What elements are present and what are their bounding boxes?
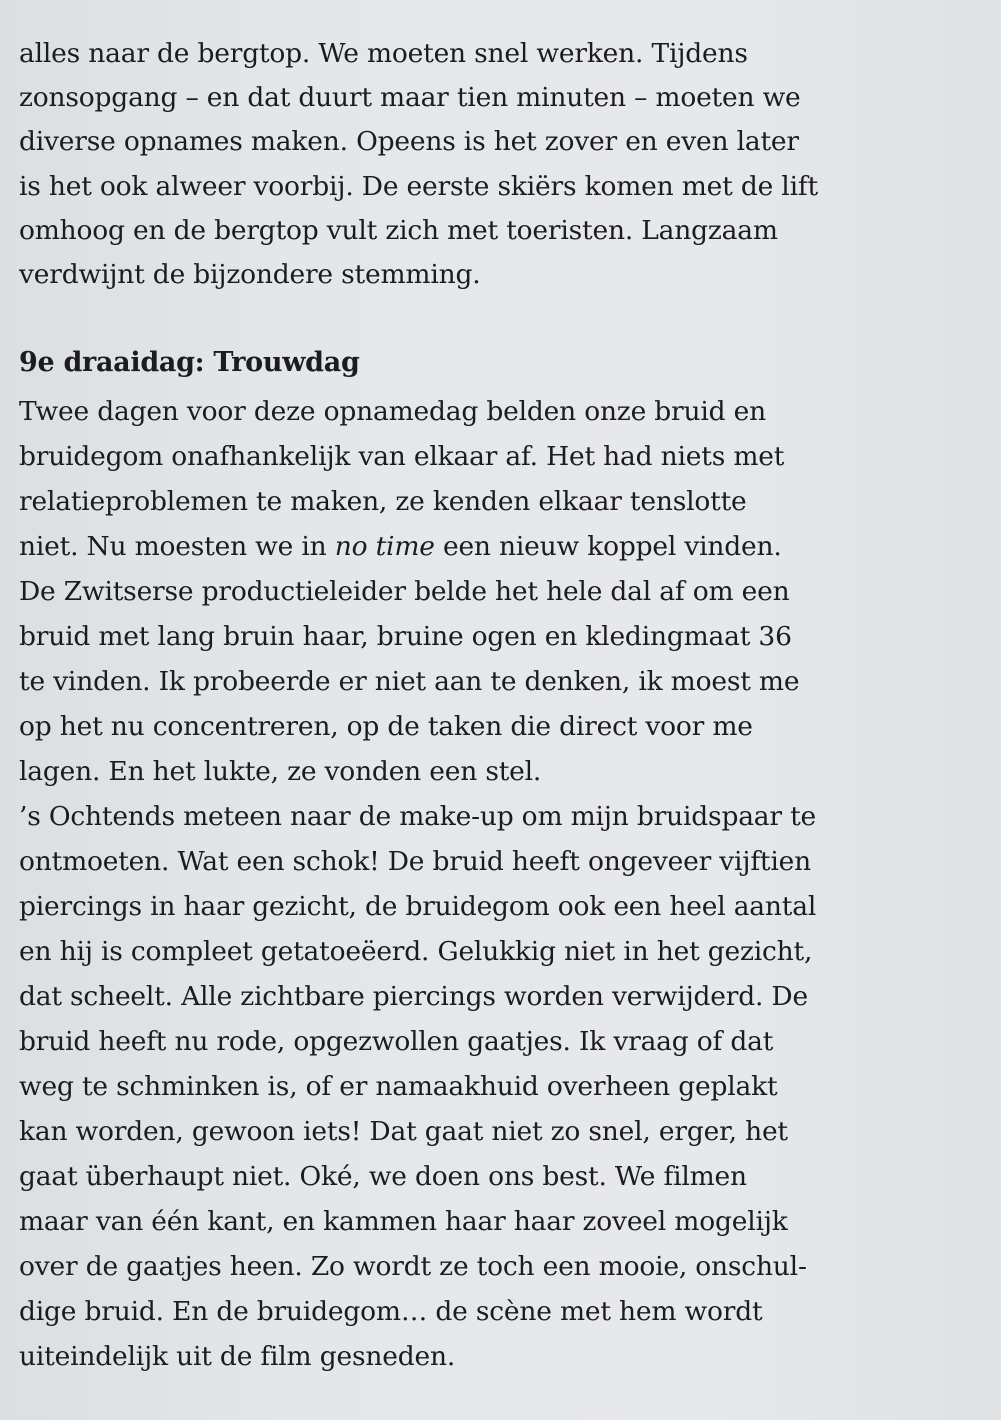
- text-line: ’s Ochtends meteen naar de make-up om mijn bruidspaar te: [19, 801, 817, 832]
- text-line: weg te schminken is, of er namaakhuid overheen geplakt: [19, 1071, 778, 1102]
- text-line: en hij is compleet getatoeëerd. Gelukkig niet in het gezicht,: [19, 936, 813, 967]
- text-segment: een nieuw koppel vinden.: [434, 531, 782, 562]
- text-line: De Zwitserse productieleider belde het hele dal af om een: [19, 576, 790, 607]
- text-line: lagen. En het lukte, ze vonden een stel.: [19, 756, 542, 787]
- text-line: zonsopgang – en dat duurt maar tien minuten – moeten we: [19, 82, 801, 113]
- text-line: diverse opnames maken. Opeens is het zover en even later: [19, 126, 799, 157]
- text-line: dat scheelt. Alle zichtbare piercings worden verwijderd. De: [19, 981, 808, 1012]
- text-line: dige bruid. En de bruidegom… de scène met hem wordt: [19, 1296, 763, 1327]
- text-line: relatieproblemen te maken, ze kenden elkaar tenslotte: [19, 486, 747, 517]
- text-line: bruid heeft nu rode, opgezwollen gaatjes. Ik vraag of dat: [19, 1026, 774, 1057]
- text-line: ontmoeten. Wat een schok! De bruid heeft ongeveer vijftien: [19, 846, 812, 877]
- text-line: te vinden. Ik probeerde er niet aan te denken, ik moest me: [19, 666, 800, 697]
- text-line: is het ook alweer voorbij. De eerste skiërs komen met de lift: [19, 171, 818, 202]
- section-heading: 9e draaidag: Trouwdag: [19, 347, 360, 378]
- italic-phrase: no time: [334, 531, 435, 562]
- text-line: Twee dagen voor deze opnamedag belden onze bruid en: [19, 396, 766, 427]
- text-line: omhoog en de bergtop vult zich met toeristen. Langzaam: [19, 215, 778, 246]
- text-line: piercings in haar gezicht, de bruidegom ook een heel aantal: [19, 891, 817, 922]
- text-line: bruidegom onafhankelijk van elkaar af. Het had niets met: [19, 441, 785, 472]
- text-segment: niet. Nu moesten we in: [19, 531, 335, 562]
- text-line: over de gaatjes heen. Zo wordt ze toch een mooie, onschul-: [19, 1251, 807, 1282]
- text-line: maar van één kant, en kammen haar haar zoveel mogelijk: [19, 1206, 788, 1237]
- text-line: uiteindelijk uit de film gesneden.: [19, 1341, 456, 1372]
- text-line: kan worden, gewoon iets! Dat gaat niet zo snel, erger, het: [19, 1116, 788, 1147]
- text-line: verdwijnt de bijzondere stemming.: [19, 259, 481, 290]
- text-line: [19, 531, 782, 562]
- text-line: gaat überhaupt niet. Oké, we doen ons best. We filmen: [19, 1161, 747, 1192]
- text-line: bruid met lang bruin haar, bruine ogen en kledingmaat 36: [19, 621, 792, 652]
- text-line: alles naar de bergtop. We moeten snel werken. Tijdens: [19, 38, 748, 69]
- text-line: op het nu concentreren, op de taken die direct voor me: [19, 711, 753, 742]
